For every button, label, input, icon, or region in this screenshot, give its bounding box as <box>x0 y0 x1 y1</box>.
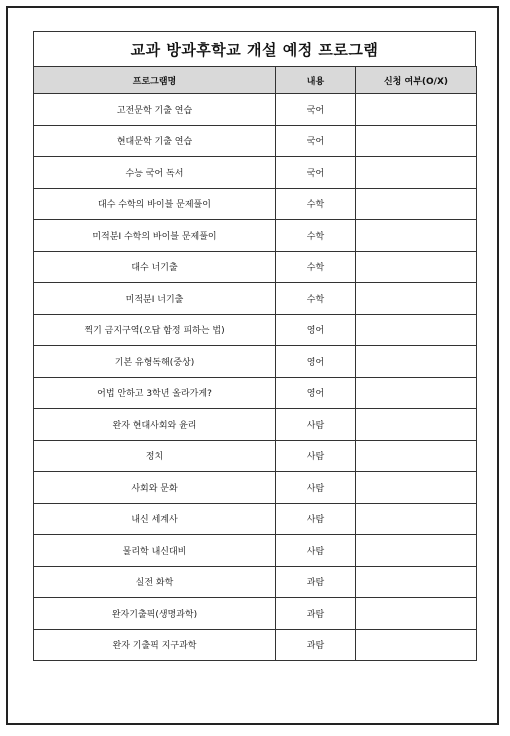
program-name-cell: 수능 국어 독서 <box>34 157 276 189</box>
apply-cell[interactable] <box>356 503 477 535</box>
subject-cell: 국어 <box>276 94 356 126</box>
subject-cell: 과탐 <box>276 566 356 598</box>
table-row <box>34 440 477 472</box>
table-row <box>34 377 477 409</box>
program-name-cell: 대수 수학의 바이블 문제풀이 <box>34 188 276 220</box>
table-row <box>34 125 477 157</box>
program-name-cell: 대수 너기출 <box>34 251 276 283</box>
apply-cell[interactable] <box>356 535 477 567</box>
apply-cell[interactable] <box>356 440 477 472</box>
apply-cell[interactable] <box>356 566 477 598</box>
apply-cell[interactable] <box>356 157 477 189</box>
subject-cell: 수학 <box>276 188 356 220</box>
form-title: 교과 방과후학교 개설 예정 프로그램 <box>33 31 476 66</box>
program-name-cell: 기본 유형독해(중상) <box>34 346 276 378</box>
subject-cell: 영어 <box>276 377 356 409</box>
apply-cell[interactable] <box>356 251 477 283</box>
header-row <box>34 67 477 94</box>
subject-cell: 국어 <box>276 125 356 157</box>
program-name-cell: 정치 <box>34 440 276 472</box>
apply-cell[interactable] <box>356 125 477 157</box>
subject-cell: 국어 <box>276 157 356 189</box>
apply-cell[interactable] <box>356 598 477 630</box>
program-name-cell: 어법 안하고 3학년 올라가게? <box>34 377 276 409</box>
program-name-cell: 사회와 문화 <box>34 472 276 504</box>
apply-cell[interactable] <box>356 283 477 315</box>
header-content: 내용 <box>276 67 356 94</box>
subject-cell: 사탐 <box>276 409 356 441</box>
table-row <box>34 283 477 315</box>
table-row <box>34 598 477 630</box>
header-apply: 신청 여부(O/X) <box>356 67 477 94</box>
program-name-cell: 물리학 내신대비 <box>34 535 276 567</box>
table-row <box>34 157 477 189</box>
program-name-cell: 현대문학 기출 연습 <box>34 125 276 157</box>
table-row <box>34 251 477 283</box>
subject-cell: 영어 <box>276 346 356 378</box>
table-row <box>34 566 477 598</box>
apply-cell[interactable] <box>356 94 477 126</box>
program-name-cell: 고전문학 기출 연습 <box>34 94 276 126</box>
subject-cell: 사탐 <box>276 535 356 567</box>
program-name-cell: 실전 화학 <box>34 566 276 598</box>
table-row <box>34 314 477 346</box>
apply-cell[interactable] <box>356 629 477 661</box>
table-body <box>34 94 477 661</box>
table-row <box>34 409 477 441</box>
subject-cell: 수학 <box>276 220 356 252</box>
subject-cell: 수학 <box>276 251 356 283</box>
apply-cell[interactable] <box>356 346 477 378</box>
table-row <box>34 346 477 378</box>
subject-cell: 사탐 <box>276 503 356 535</box>
program-name-cell: 미적분Ⅰ 너기출 <box>34 283 276 315</box>
program-name-cell: 찍기 금지구역(오답 함정 피하는 법) <box>34 314 276 346</box>
apply-cell[interactable] <box>356 188 477 220</box>
header-program: 프로그램명 <box>34 67 276 94</box>
table-row <box>34 629 477 661</box>
subject-cell: 과탐 <box>276 598 356 630</box>
table-row <box>34 94 477 126</box>
table-row <box>34 535 477 567</box>
subject-cell: 수학 <box>276 283 356 315</box>
subject-cell: 사탐 <box>276 440 356 472</box>
program-name-cell: 미적분Ⅰ 수학의 바이블 문제풀이 <box>34 220 276 252</box>
apply-cell[interactable] <box>356 314 477 346</box>
subject-cell: 사탐 <box>276 472 356 504</box>
table-row <box>34 220 477 252</box>
apply-cell[interactable] <box>356 377 477 409</box>
table-row <box>34 472 477 504</box>
program-name-cell: 완자기출픽(생명과학) <box>34 598 276 630</box>
program-name-cell: 내신 세계사 <box>34 503 276 535</box>
apply-cell[interactable] <box>356 472 477 504</box>
subject-cell: 영어 <box>276 314 356 346</box>
program-table <box>33 66 477 661</box>
program-name-cell: 완자 기출픽 지구과학 <box>34 629 276 661</box>
apply-cell[interactable] <box>356 220 477 252</box>
apply-cell[interactable] <box>356 409 477 441</box>
subject-cell: 과탐 <box>276 629 356 661</box>
program-name-cell: 완자 현대사회와 윤리 <box>34 409 276 441</box>
table-row <box>34 503 477 535</box>
table-row <box>34 188 477 220</box>
program-form <box>33 31 476 661</box>
